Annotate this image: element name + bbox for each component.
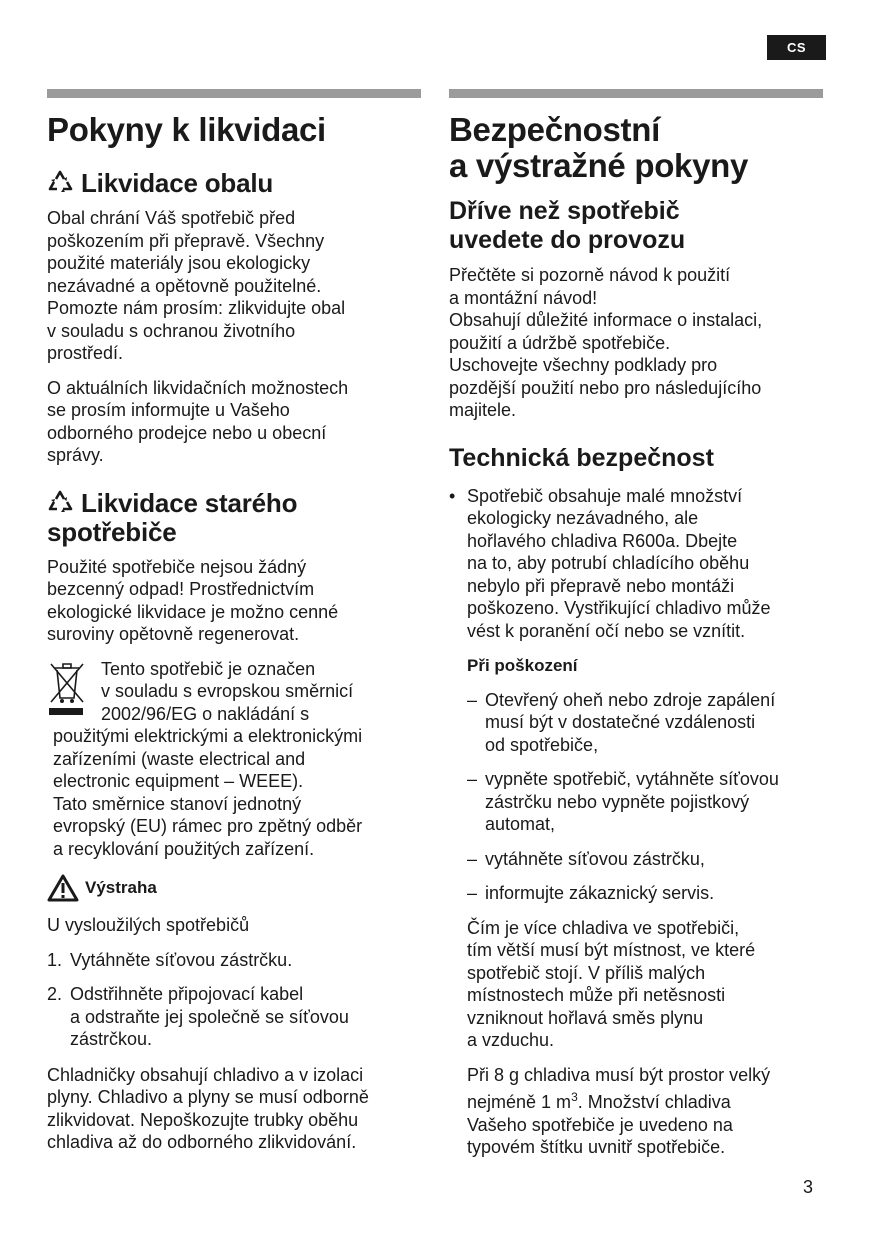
language-badge: CS (767, 35, 826, 60)
list-item (47, 949, 421, 972)
dash-item-text: vytáhněte síťovou zástrčku, (485, 848, 705, 869)
dash-item-text: informujte zákaznický servis. (485, 883, 715, 903)
recycle-icon (47, 489, 75, 515)
recycle-icon (47, 169, 75, 195)
dash-item (467, 768, 823, 836)
packaging-heading (47, 169, 421, 198)
technical-safety-heading: Technická bezpečnost (449, 443, 714, 472)
bullet-item (449, 485, 823, 643)
crossed-bin-icon (47, 658, 87, 718)
refrigerant-text-b: . Množství chladiva Vašeho spotřebiče je uvedeno na typovém štítku uvnitř spotřebiče. (467, 1092, 733, 1157)
weee-notice (47, 658, 421, 726)
packaging-heading-text: Likvidace obalu (81, 168, 274, 198)
damage-section (467, 655, 823, 1159)
weee-text: použitými elektrickými a elektronickými zařízeními (waste electrical and electronic equipment – WEEE). Tato směrnice stanoví jednotný evropský (EU) rámec pro zpětný odběr a recyklování použitých zařízení. (53, 726, 363, 859)
dash-item (467, 848, 823, 871)
weee-text-side: Tento spotřebič je označen v souladu s evropskou směrnicí 2002/96/EG o nakládání s (101, 658, 354, 724)
list-marker: 1. (47, 949, 63, 970)
dash-marker: – (467, 689, 478, 710)
dash-item-text: Otevřený oheň nebo zdroje zapálení musí být v dostatečné vzdálenosti od spotřebiče, (485, 689, 776, 755)
warning-heading (47, 874, 421, 902)
list-marker: 2. (47, 984, 63, 1004)
damage-heading: Při poškození (467, 656, 578, 675)
bullet-text: Spotřebič obsahuje malé množství ekologicky nezávadného, ale hořlavého chladiva R600a. Dbejte na to, aby potrubí chladícího oběhu nebylo při přepravě nebo montáži poškozeno. Vystřikující chladivo může vést k poranění očí nebo se vznítit. (467, 485, 771, 641)
before-use-text: Přečtěte si pozorně návod k použití a montážní návod! Obsahují důležité informace o instalaci, použití a údržbě spotřebiče. Uschovejte všechny podklady pro pozdější použití nebo pro následujícího majitele. (449, 265, 763, 420)
room-size-text: Čím je více chladiva ve spotřebiči, tím větší musí být místnost, ve které spotřebič stojí. V příliš malých místnostech může při netěsnosti vzniknout hořlavá směs plynu a vzduchu. (467, 917, 756, 1050)
list-item-text: Vytáhněte síťovou zástrčku. (70, 949, 293, 970)
warning-closing: Chladničky obsahují chladivo a v izolaci plyny. Chladivo a plyny se musí odborně zlikvidovat. Nepoškozujte trubky oběhu chladiva až do odborného zlikvidování. (47, 1064, 369, 1152)
section-rule (449, 89, 823, 98)
disposal-title: Pokyny k likvidaci (47, 111, 326, 148)
refrigerant-text-a: Při 8 g chladiva musí být prostor velký nejméně 1 m (467, 1064, 771, 1112)
old-appliance-heading-text: Likvidace starého spotřebiče (47, 487, 298, 547)
old-appliance-heading (47, 489, 421, 547)
before-use-heading: Dříve než spotřebič uvedete do provozu (449, 197, 686, 254)
list-item-text: Odstřihněte připojovací kabel a odstraňte jej společně se síťovou zástrčkou. (70, 984, 349, 1049)
section-rule (47, 89, 421, 98)
warning-icon (47, 874, 79, 902)
dash-item (467, 689, 823, 757)
dash-marker: – (467, 883, 478, 903)
dash-marker: – (467, 769, 478, 789)
dash-item-text: vypněte spotřebič, vytáhněte síťovou zástrčku nebo vypněte pojistkový automat, (485, 769, 779, 834)
left-column (47, 89, 421, 1154)
warning-title: Výstraha (85, 878, 157, 897)
superscript: 3 (571, 1090, 578, 1104)
list-item (47, 983, 421, 1051)
old-appliance-text: Použité spotřebiče nejsou žádný bezcenný odpad! Prostřednictvím ekologické likvidace je možno cenné suroviny opětovně regenerovat. (47, 556, 339, 644)
packaging-text-2: O aktuálních likvidačních možnostech se prosím informujte u Vašeho odborného prodejce nebo u obecní správy. (47, 377, 349, 465)
safety-title: Bezpečnostní a výstražné pokyny (449, 111, 749, 184)
right-column (449, 89, 823, 1159)
refrigerant-amount-text (467, 1064, 823, 1159)
page-number: 3 (803, 1177, 814, 1197)
dash-marker: – (467, 848, 478, 869)
warning-intro: U vysloužilých spotřebičů (47, 915, 250, 935)
packaging-text-1: Obal chrání Váš spotřebič před poškozením při přepravě. Všechny použité materiály jsou ekologicky nezávadné a opětovně použitelné. Pomozte nám prosím: zlikvidujte obal v souladu s ochranou životního prostředí. (47, 208, 346, 363)
dash-item (467, 882, 823, 905)
bullet-marker: • (449, 485, 456, 506)
